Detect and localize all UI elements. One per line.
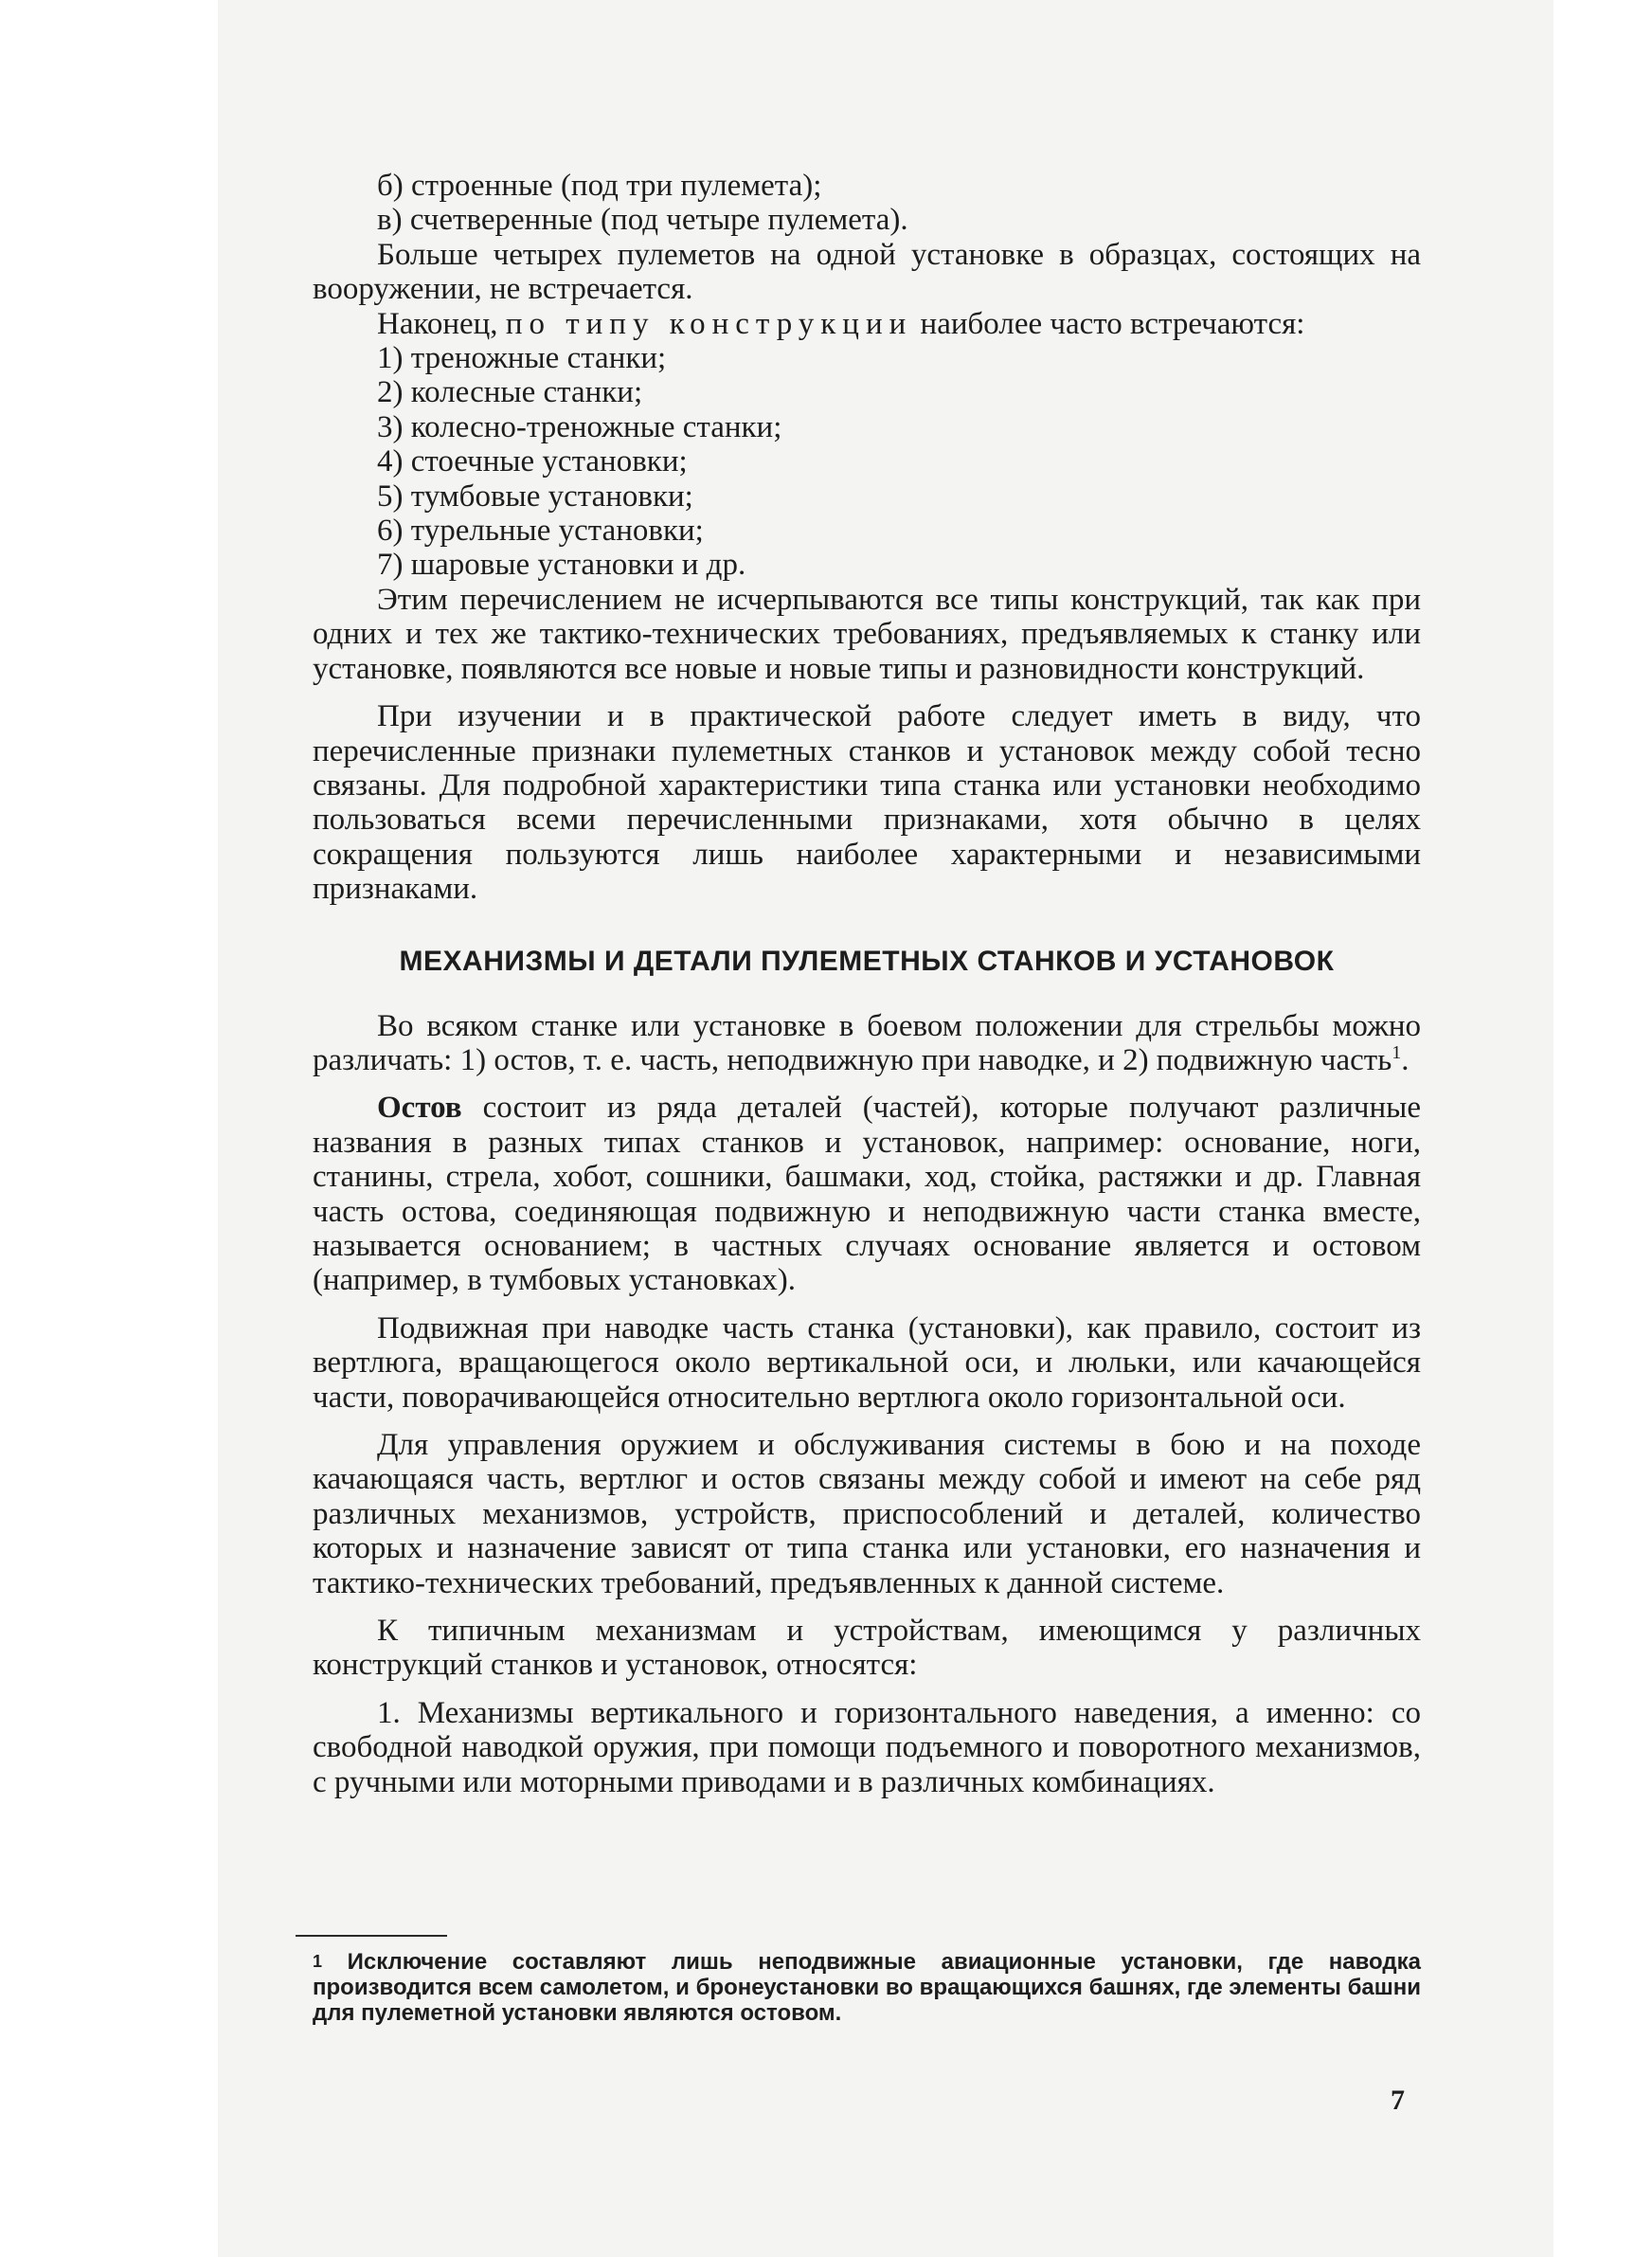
every-mount-text: Во всяком станке или установке в боевом положении для стрельбы можно различать: 1) остов, т. е. часть, неподвижную при наводке, и 2) подвижную часть [313, 1008, 1421, 1077]
list-item: 4) стоечные установки; [377, 444, 688, 479]
intro-suffix: наиболее часто встречаются: [912, 306, 1305, 341]
frame-text: состоит из ряда деталей (частей), которые получают различные названия в разных типах станков и установок, например: основание, ноги, станины, стрела, хобот, сошники, башмаки, ход, стойка, растяжки и др. Главная часть остова, соединяющая подвижную и неподвижную части станка вместе, называется основанием; в частных случаях основание является и остовом (например, в тумбовых установках). [313, 1091, 1421, 1298]
paragraph-moving-part: Подвижная при наводке часть станка (установки), как правило, состоит из вертлюга, вращающегося около вертикальной оси, и люльки, или качающейся части, поворачивающейся относительно вертлюга около горизонтальной оси. [313, 1310, 1421, 1415]
list-item: 5) тумбовые установки; [377, 478, 693, 514]
list-item: 6) турельные установки; [377, 514, 704, 549]
paragraph-not-exhausted: Этим перечислением не исчерпываются все типы конструкций, так как при одних и тех же тактико-технических требованиях, предъявляемых к станку или установке, появляются все новые и новые типы и разновидности конструкций. [313, 582, 1421, 686]
list-item: 1) треножные станки; [377, 341, 667, 376]
page-number: 7 [1391, 2085, 1405, 2116]
spaced-emphasis: по типу конструкции [505, 306, 913, 341]
paragraph-more-than-four: Больше четырех пулеметов на одной установке в образцах, состоящих на вооружении, не встречается. [313, 237, 1421, 307]
footnote [313, 1949, 1421, 2026]
list-item: в) счетверенные (под четыре пулемета). [377, 203, 908, 238]
paragraph-control: Для управления оружием и обслуживания системы в бою и на походе качающаяся часть, вертлюг и остов связаны между собой и имеют на себе ряд различных механизмов, устройств, приспособлений и деталей, количество которых и назначение зависят от типа станка или установки, его назначения и тактико-технических требований, предъявленных к данной системе. [313, 1428, 1421, 1600]
paragraph-construction-intro [313, 307, 1421, 341]
footnote-divider [296, 1935, 447, 1937]
footnote-mark: 1 [313, 1952, 323, 1971]
footnote-ref: 1 [1392, 1041, 1402, 1063]
list-item: б) строенные (под три пулемета); [377, 169, 822, 203]
list-item: 7) шаровые установки и др. [377, 548, 746, 583]
paragraph-mechanisms-1: 1. Механизмы вертикального и горизонтального наведения, а именно: со свободной наводкой оружия, при помощи подъемного и поворотного механизмов, с ручными или моторными приводами и в различных комбинациях. [313, 1695, 1421, 1799]
page-body [313, 169, 1421, 1799]
intro-prefix: Наконец, [377, 306, 506, 341]
term-frame: Остов [377, 1091, 462, 1126]
paragraph-frame [313, 1091, 1421, 1297]
paragraph-every-mount: Во всяком станке или установке в боевом положении для стрельбы можно различать: 1) остов, т. е. часть, неподвижную при наводке, и 2) подвижную часть$^1$. [313, 1008, 1421, 1077]
footnote-text: Исключение составляют лишь неподвижные авиационные установки, где наводка производится всем самолетом, и бронеустановки во вращающихся башнях, где элементы башни для пулеметной установки являются остовом. [313, 1949, 1421, 2026]
list-item: 3) колесно-треножные станки; [377, 409, 782, 444]
paragraph-study-practice: При изучении и в практической работе следует иметь в виду, что перечисленные признаки пулеметных станков и установок между собой тесно связаны. Для подробной характеристики типа станка или установки необходимо пользоваться всеми перечисленными признаками, хотя обычно в целях сокращения пользуются лишь наиболее характерными и независимыми признаками. [313, 699, 1421, 907]
section-heading: МЕХАНИЗМЫ И ДЕТАЛИ ПУЛЕМЕТНЫХ СТАНКОВ И УСТАНОВОК [399, 945, 1335, 977]
list-item: 2) колесные станки; [377, 375, 643, 410]
paragraph-typical: К типичным механизмам и устройствам, имеющимся у различных конструкций станков и установок, относятся: [313, 1614, 1421, 1683]
